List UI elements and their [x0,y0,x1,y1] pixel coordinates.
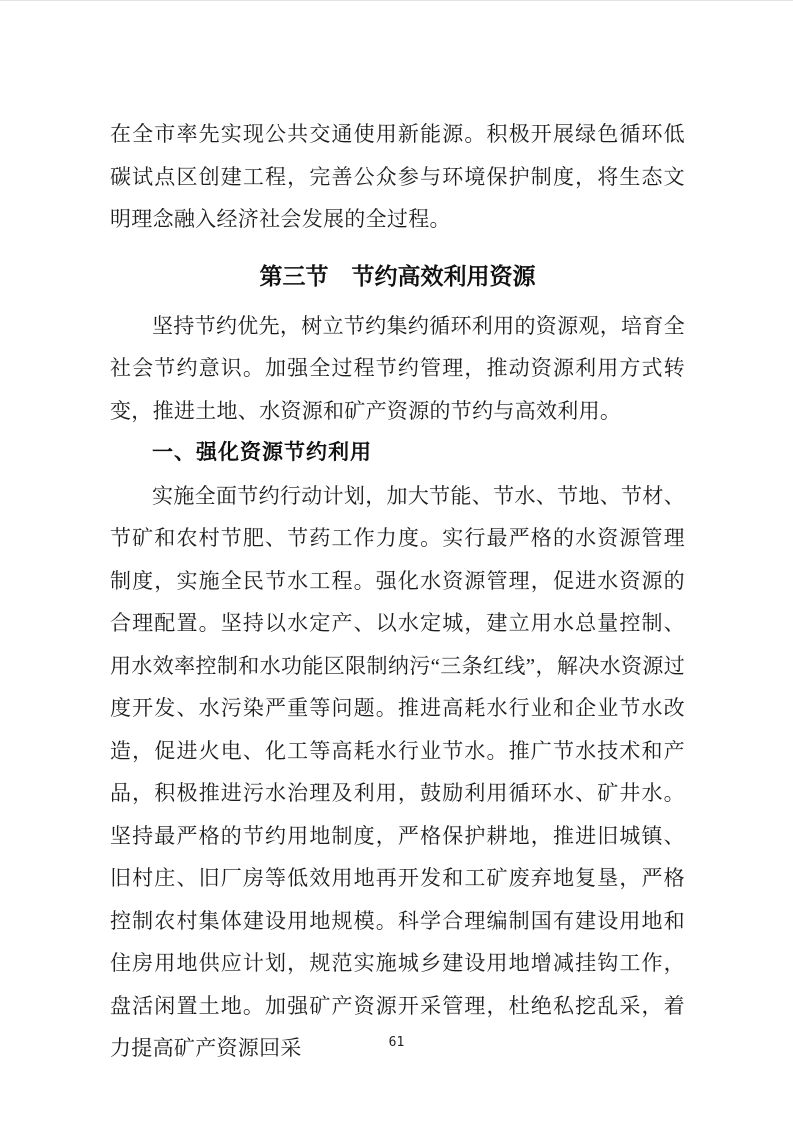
paragraph-overview: 坚持节约优先，树立节约集约循环利用的资源观，培育全社会节约意识。加强全过程节约管理，推动资源利用方式转变，推进土地、水资源和矿产资源的节约与高效利用。 [110,313,685,423]
page-number: 61 [388,1035,405,1050]
paragraph-continuation: 在全市率先实现公共交通使用新能源。积极开展绿色循环低碳试点区创建工程，完善公众参与环境保护制度，将生态文明理念融入经济社会发展的全过程。 [110,122,685,231]
section-heading: 第三节 节约高效利用资源 [259,263,536,289]
page-content [0,1,793,1070]
paragraph-detail: 实施全面节约行动计划，加大节能、节水、节地、节材、节矿和农村节肥、节药工作力度。实行最严格的水资源管理制度，实施全民节水工程。强化水资源管理，促进水资源的合理配置。坚持以水定产、以水定城，建立用水总量控制、用水效率控制和水功能区限制纳污“三条红线”，解决水资源过度开发、水污染严重等问题。推进高耗水行业和企业节水改造，促进火电、化工等高耗水行业节水。推广节水技术和产品，积极推进污水治理及利用，鼓励利用循环水、矿井水。坚持最严格的节约用地制度，严格保护耕地，推进旧城镇、旧村庄、旧厂房等低效用地再开发和工矿废弃地复垦，严格控制农村集体建设用地规模。科学合理编制国有建设用地和住房用地供应计划，规范实施城乡建设用地增减挂钩工作，盘活闲置土地。加强矿产资源开采管理，杜绝私挖乱采，着力提高矿产资源回采 [110,483,685,1060]
subsection-heading: 一、强化资源节约利用 [152,441,372,464]
